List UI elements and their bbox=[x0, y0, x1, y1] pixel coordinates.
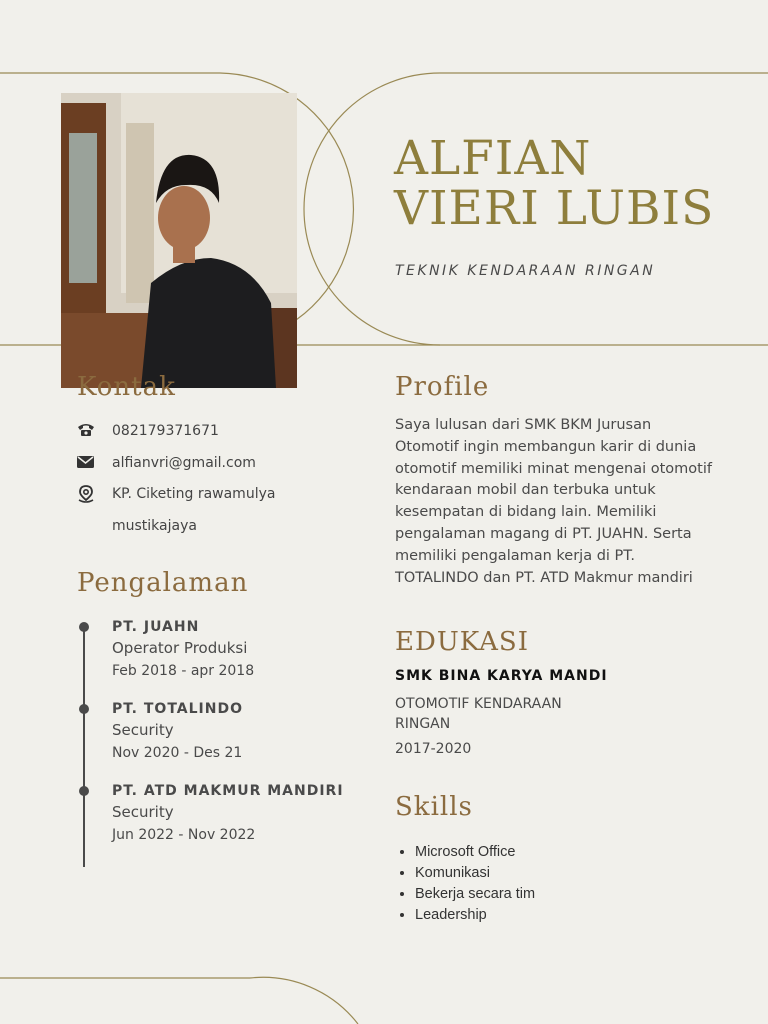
mail-icon bbox=[76, 454, 98, 472]
address-text bbox=[112, 478, 275, 542]
job-entry bbox=[112, 701, 243, 761]
education-major: OTOMOTIF KENDARAAN RINGAN bbox=[395, 696, 562, 732]
skill-item: • Bekerja secara tim bbox=[415, 884, 535, 905]
job-title: TEKNIK KENDARAAN RINGAN bbox=[395, 263, 656, 279]
candidate-name bbox=[394, 131, 754, 236]
contact-heading: Kontak bbox=[77, 372, 176, 402]
profile-photo bbox=[61, 93, 297, 388]
location-pin-icon bbox=[76, 485, 98, 503]
profile-summary: Saya lulusan dari SMK BKM Jurusan Otomotif ingin membangun karir di dunia otomotif memiliki minat mengenai otomotif kendaraan mobil dan terbuka untuk kesempatan di bidang lain. Memiliki pengalaman magang di PT. JUAHN. Serta memiliki pengalaman kerja di PT. TOTALINDO dan PT. ATD Makmur mandiri bbox=[395, 417, 712, 586]
job-role: Security bbox=[112, 721, 174, 739]
email-address[interactable]: alfianvri@gmail.com bbox=[112, 455, 256, 471]
job-role: Operator Produksi bbox=[112, 639, 248, 657]
education-years: 2017-2020 bbox=[395, 741, 472, 757]
skill-item: • Microsoft Office bbox=[415, 842, 535, 863]
address-line-1: KP. Ciketing rawamulya bbox=[112, 486, 276, 502]
experience-heading: Pengalaman bbox=[77, 568, 249, 598]
job-entry bbox=[112, 783, 344, 843]
job-period: Jun 2022 - Nov 2022 bbox=[112, 827, 256, 843]
job-entry bbox=[112, 619, 254, 679]
phone-icon bbox=[76, 422, 98, 440]
contact-address bbox=[76, 485, 275, 542]
job-period: Feb 2018 - apr 2018 bbox=[112, 663, 255, 679]
contact-phone bbox=[76, 422, 219, 447]
timeline-line bbox=[83, 627, 85, 867]
name-line-1: ALFIAN bbox=[394, 131, 592, 186]
job-company: PT. ATD MAKMUR MANDIRI bbox=[112, 783, 344, 799]
school-name: SMK BINA KARYA MANDI bbox=[395, 668, 608, 684]
job-role: Security bbox=[112, 803, 174, 821]
timeline-dot bbox=[79, 622, 89, 632]
education-heading: EDUKASI bbox=[395, 627, 529, 657]
address-line-2: mustikajaya bbox=[112, 518, 197, 534]
phone-number[interactable]: 082179371671 bbox=[112, 423, 219, 439]
skill-item: • Komunikasi bbox=[415, 863, 535, 884]
contact-email bbox=[76, 454, 256, 479]
job-period: Nov 2020 - Des 21 bbox=[112, 745, 243, 761]
skills-heading: Skills bbox=[395, 792, 473, 822]
timeline-dot bbox=[79, 704, 89, 714]
skills-list bbox=[395, 842, 535, 926]
job-company: PT. JUAHN bbox=[112, 619, 200, 635]
skill-item: • Leadership bbox=[415, 905, 535, 926]
job-company: PT. TOTALINDO bbox=[112, 701, 243, 717]
name-line-2: VIERI LUBIS bbox=[394, 181, 715, 236]
timeline-dot bbox=[79, 786, 89, 796]
profile-heading: Profile bbox=[395, 372, 490, 402]
